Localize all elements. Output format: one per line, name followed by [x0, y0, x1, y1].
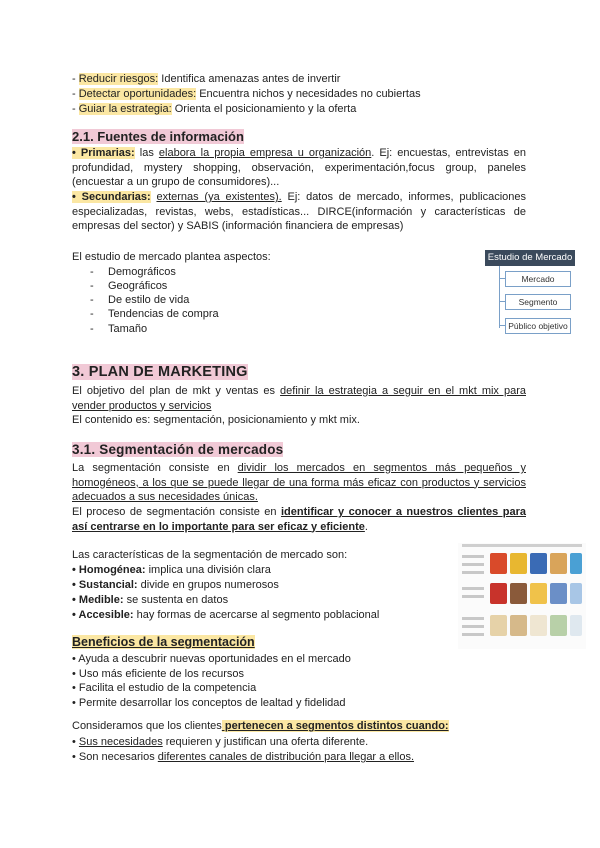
secundarias-rest: Ej: datos de mercado, informes, publicaciones especializadas, revistas, webs, estadísticas... DIRCE(información y características de empresas del sector) y SABIS (información financiera de empresas)	[72, 191, 526, 232]
clientes-bullet: •	[72, 736, 79, 748]
caracteristica-term: • Medible:	[72, 594, 124, 606]
section-heading	[72, 443, 283, 458]
clientes-intro-highlight: pertenecen a segmentos distintos cuando:	[221, 720, 449, 732]
primarias-paragraph	[72, 146, 526, 190]
secundarias-underlined: externas (ya existentes).	[156, 191, 282, 203]
caracteristica-item	[72, 564, 271, 577]
product-segmentation-image	[458, 543, 586, 649]
image-caption	[462, 544, 582, 547]
proceso-bold: identificar y conocer a nuestros clientes para así centrarse en lo importante para ser eficaz y eficiente	[72, 506, 526, 533]
estudio-item-label: Tamaño	[108, 323, 148, 335]
diagram-box-publico: Público objetivo	[505, 318, 571, 334]
intro-term: Guiar la estrategia:	[78, 103, 172, 115]
clientes-item	[72, 736, 368, 749]
caracteristica-text: divide en grupos numerosos	[137, 579, 279, 591]
plan-content: El contenido es: segmentación, posicionamiento y mkt mix.	[72, 414, 360, 426]
diagram-box-mercado: Mercado	[505, 271, 571, 287]
section-31-title: 3.1. Segmentación de mercados	[72, 442, 284, 457]
plan-paragraph	[72, 384, 526, 413]
caracteristica-text: se sustenta en datos	[123, 594, 229, 606]
clientes-intro	[72, 720, 449, 733]
intro-item: - Detectar oportunidades: Encuentra nichos y necesidades no cubiertas	[72, 88, 421, 100]
estudio-item-label: Geográficos	[108, 280, 168, 292]
section-3-title: 3. PLAN DE MARKETING	[72, 364, 248, 380]
caracteristica-item	[72, 579, 279, 592]
caracteristica-term: • Sustancial:	[72, 579, 138, 591]
diagram-box-segmento: Segmento	[505, 294, 571, 310]
clientes-rest: requieren y justifican una oferta diferente.	[162, 736, 369, 748]
market-study-diagram	[485, 250, 575, 340]
secundarias-paragraph	[72, 190, 526, 234]
estudio-item-label: De estilo de vida	[108, 294, 190, 306]
caracteristica-term: • Accesible:	[72, 609, 134, 621]
beneficio-item: • Permite desarrollar los conceptos de lealtad y fidelidad	[72, 697, 346, 709]
estudio-intro: El estudio de mercado plantea aspectos:	[72, 251, 271, 263]
estudio-item-label: Demográficos	[108, 266, 176, 278]
beneficio-item: • Ayuda a descubrir nuevas oportunidades en el mercado	[72, 653, 351, 665]
caracteristica-item	[72, 594, 228, 607]
clientes-item	[72, 751, 414, 764]
intro-term: Reducir riesgos:	[78, 73, 159, 85]
plan-underlined: definir la estrategia a seguir en el mkt mix para vender productos y servicios	[72, 385, 526, 412]
section-21-title: 2.1. Fuentes de información	[72, 129, 244, 144]
diagram-title: Estudio de Mercado	[485, 250, 575, 266]
caracteristica-term: • Homogénea:	[72, 564, 146, 576]
section-heading	[72, 366, 248, 380]
intro-text: Orienta el posicionamiento y la oferta	[171, 103, 357, 115]
section-heading	[72, 130, 244, 145]
primarias-rest: . Ej: encuestas, entrevistas en profundidad, mystery shopping, observación, experimentación,focus group, paneles (encuestar a un grupo de consumidores)...	[72, 147, 527, 188]
clientes-intro-pre: Consideramos que los clientes	[72, 720, 222, 732]
clientes-underlined: diferentes canales de distribución para llegar a ellos.	[157, 751, 415, 763]
clientes-underlined: Sus necesidades	[78, 736, 163, 748]
segmentacion-paragraph	[72, 461, 526, 505]
beneficio-item: • Uso más eficiente de los recursos	[72, 668, 244, 680]
beneficio-item: • Facilita el estudio de la competencia	[72, 682, 257, 694]
beneficios-title: Beneficios de la segmentación	[72, 635, 255, 649]
intro-text: Identifica amenazas antes de invertir	[158, 73, 341, 85]
caracteristica-item	[72, 609, 379, 622]
secundarias-term: • Secundarias:	[72, 191, 151, 203]
segmentacion-underlined: dividir los mercados en segmentos más pequeños y homogéneos, a los que se puede llegar de una forma más eficaz con productos y servicios adecuados a sus necesidades únicas.	[72, 462, 526, 503]
proceso-end: .	[364, 520, 368, 533]
estudio-item-label: Tendencias de compra	[108, 308, 219, 320]
caracteristica-text: implica una división clara	[145, 564, 271, 576]
caracteristicas-intro: Las características de la segmentación de mercado son:	[72, 549, 348, 561]
segmentacion-pre: La segmentación consiste en	[72, 462, 238, 474]
proceso-pre: El proceso de segmentación consiste en	[72, 506, 281, 518]
proceso-paragraph	[72, 505, 526, 534]
intro-item: - Guiar la estrategia: Orienta el posicionamiento y la oferta	[72, 103, 357, 115]
intro-term: Detectar oportunidades:	[78, 88, 197, 100]
document-page: - Reducir riesgos: Identifica amenazas antes de invertir - Detectar oportunidades: Encuentra nichos y necesidades no cubiertas - Guiar la estrategia: Orienta el posicionamiento y la oferta 2.1. Fuentes de información • Primarias: las elabora la propia empresa u organización. Ej: encuestas, entrevistas en profundidad, mystery shopping, observación, experimentación,focus group, paneles (encuestar a un grupo de consumidores)... • Secundarias: externas (ya existentes). Ej: datos de mercado, informes, publicaciones especializadas, revistas, webs, estadísticas... DIRCE(información y características de empresas del sector) y SABIS (información financiera de empresas) El estudio de mercado plantea aspectos: - Demográficos - Geográficos - De estilo de vida - Tendencias de compra - Tamaño Estudio de Mercado Mercado Segmento Público objetivo 3. PLAN DE MARKETING El objetivo del plan de mkt y ventas es definir la estrategia a seguir en el mkt mix para vender productos y servicios El contenido es: segmentación, posicionamiento y mkt mix. 3.1. Segmentación de mercados La segmentación consiste en dividir los mercados en segmentos más pequeños y homogéneos, a los que se puede llegar de una forma más eficaz con productos y servicios adecuados a sus necesidades únicas. El proceso de segmentación consiste en identificar y conocer a nuestros clientes para así centrarse en lo importante para ser eficaz y eficiente. Las características de la segmentación de mercado son: • Homogénea: implica una división clara • Sustancial: divide en grupos numerosos • Medible: se sustenta en datos • Accesible: hay formas de acercarse al segmento poblacional Beneficios de la segmentación • Ayuda a descubrir nuevas oportunidades en el mercado • Uso más eficiente de los recursos • Facilita el estudio de la competencia • Permite desarrollar los conceptos de lealtad y fidelidad Consideramos que los clientes pertenecen a segmentos distintos cuando: • Sus necesidades requieren y justifican una oferta diferente. • Son necesarios diferentes canales de distribución para llegar a ellos.	[0, 0, 600, 848]
clientes-pre: • Son necesarios	[72, 751, 158, 763]
caracteristica-text: hay formas de acercarse al segmento poblacional	[133, 609, 380, 621]
diagram-connector	[499, 266, 500, 328]
intro-item: - Reducir riesgos: Identifica amenazas antes de invertir	[72, 73, 341, 85]
section-heading	[72, 636, 255, 650]
primarias-underlined: elabora la propia empresa u organización	[158, 147, 372, 159]
primarias-pre: las	[134, 147, 159, 159]
intro-text: Encuentra nichos y necesidades no cubiertas	[196, 88, 421, 100]
plan-pre: El objetivo del plan de mkt y ventas es	[72, 385, 281, 397]
primarias-term: • Primarias:	[72, 147, 135, 159]
